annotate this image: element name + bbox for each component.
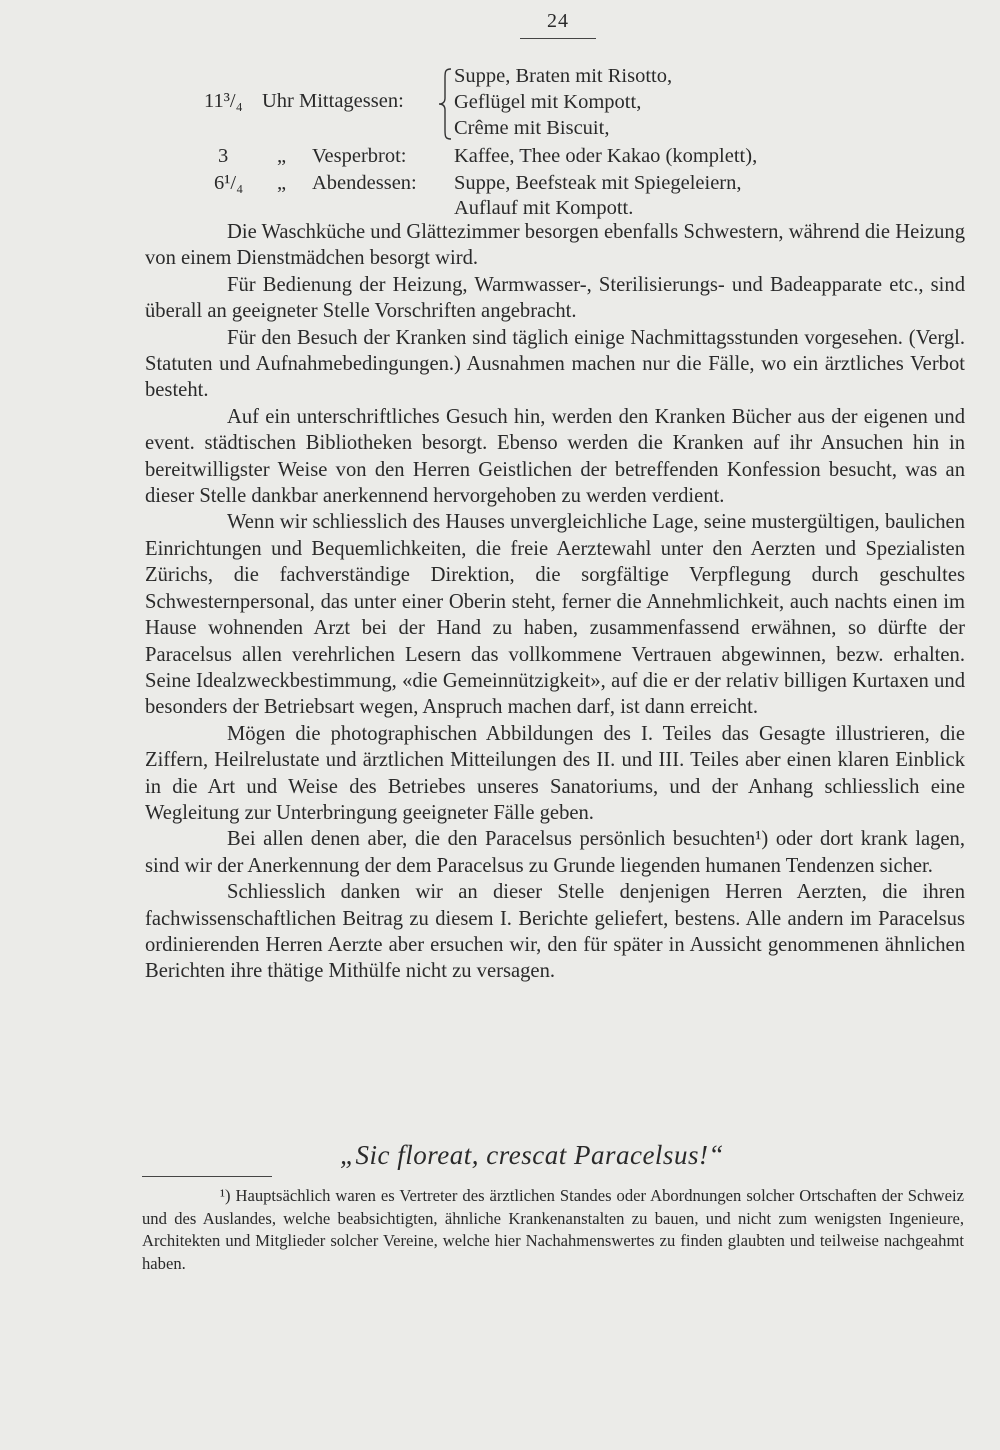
meal-time: 6¹/₄ (214, 172, 244, 194)
page-number-rule (520, 38, 596, 39)
meal-item: Crême mit Biscuit, (454, 117, 610, 139)
meal-item: Suppe, Braten mit Risotto, (454, 65, 673, 87)
ditto-mark: „ (277, 172, 287, 194)
paragraph: Für den Besuch der Kranken sind täglich einige Nachmittagsstunden vorgesehen. (Vergl. Statuten und Aufnahmebedingungen.) Ausnahmen machen nur die Fälle, wo ein ärztliches Verbot besteht. (145, 326, 965, 402)
ditto-mark: „ (277, 145, 287, 167)
paragraph: Mögen die photographischen Abbildungen des I. Teiles das Gesagte illustrieren, die Ziffern, Heilrelustate und ärztlichen Mitteilungen des II. und III. Teiles aber einen klaren Einblick in die Art und Weise des Betriebes unseres Sanatoriums, und der Anhang schliesslich eine Wegleitung zur Unterbringung geeigneter Fälle geben. (145, 722, 965, 824)
paragraph: Die Waschküche und Glättezimmer besorgen ebenfalls Schwestern, während die Heizung von einem Dienstmädchen besorgt wird. (145, 221, 965, 270)
paragraph: Wenn wir schliesslich des Hauses unvergleichliche Lage, seine mustergültigen, baulichen Einrichtungen und Bequemlichkeiten, die freie Aerztewahl unter den Aerzten und Spezialisten Zürichs, die fachverständige Direktion, die sorgfältige Verpflegung durch geschultes Schwesternpersonal, das unter einer Oberin steht, ferner die Annehmlichkeit, auch nachts einen im Hause wohnenden Arzt bei der Hand zu haben, zusammenfassend erwähnen, so dürfte der Paracelsus allen verehrlichen Lesern das vollkommene Vertrauen abgewinnen, bezw. erhalten. Seine Idealzweckbestimmung, «die Gemeinnützigkeit», auf die er der relativ billigen Kurtaxen und besonders der Betriebsart wegen, Anspruch machen darf, ist dann erreicht. (145, 511, 965, 719)
footnote-text: ¹) Hauptsächlich waren es Vertreter des ärztlichen Standes oder Abordnungen solcher Ortschaften der Schweiz und des Auslandes, welche beabsichtigten, ähnliche Krankenanstalten zu bauen, und nicht zum wenigsten Ingenieure, Architekten und Mitglieder solcher Vereine, welche hier Nachahmenswertes zu finden glaubten und teilweise nachgeahmt haben. (142, 1186, 964, 1273)
meal-time: 11³/₄ (204, 90, 243, 112)
paragraph: Auf ein unterschriftliches Gesuch hin, werden den Kranken Bücher aus der eigenen und event. städtischen Bibliotheken besorgt. Ebenso werden die Kranken auf ihr Ansuchen hin in bereitwilligster Weise von den Herren Geistlichen der betreffenden Konfession besucht, was an dieser Stelle dankbar anerkennend hervorgehoben zu werden verdient. (145, 405, 965, 508)
page-number: 24 (547, 10, 569, 32)
footnote (142, 1185, 964, 1275)
meal-label: Vesperbrot: (312, 145, 407, 167)
footnote-rule (142, 1176, 272, 1177)
meal-item: Kaffee, Thee oder Kakao (komplett), (454, 145, 758, 167)
motto: „Sic floreat, crescat Paracelsus!“ (340, 1140, 724, 1170)
meal-label: Uhr Mittagessen: (262, 90, 404, 112)
meal-time: 3 (218, 145, 229, 167)
brace-icon (438, 68, 452, 140)
paragraph: Für Bedienung der Heizung, Warmwasser-, Sterilisierungs- und Badeapparate etc., sind überall an geeigneter Stelle Vorschriften angebracht. (145, 273, 965, 323)
paragraph: Bei allen denen aber, die den Paracelsus persönlich besuchten¹) oder dort krank lagen, sind wir der Anerkennung der dem Paracelsus zu Grunde liegenden humanen Tendenzen sicher. (145, 828, 965, 877)
body-text (145, 219, 965, 985)
meal-item: Auflauf mit Kompott. (454, 197, 634, 219)
meal-label: Abendessen: (312, 172, 417, 194)
meal-item: Geflügel mit Kompott, (454, 91, 642, 113)
meal-item: Suppe, Beefsteak mit Spiegeleiern, (454, 172, 742, 194)
paragraph: Schliesslich danken wir an dieser Stelle denjenigen Herren Aerzten, die ihren fachwissenschaftlichen Beitrag zu diesem I. Berichte geliefert, bestens. Alle andern im Paracelsus ordinierenden Herren Aerzte aber ersuchen wir, den für später in Aussicht genommenen ähnlichen Berichten ihre thätige Mithülfe nicht zu versagen. (145, 881, 965, 983)
